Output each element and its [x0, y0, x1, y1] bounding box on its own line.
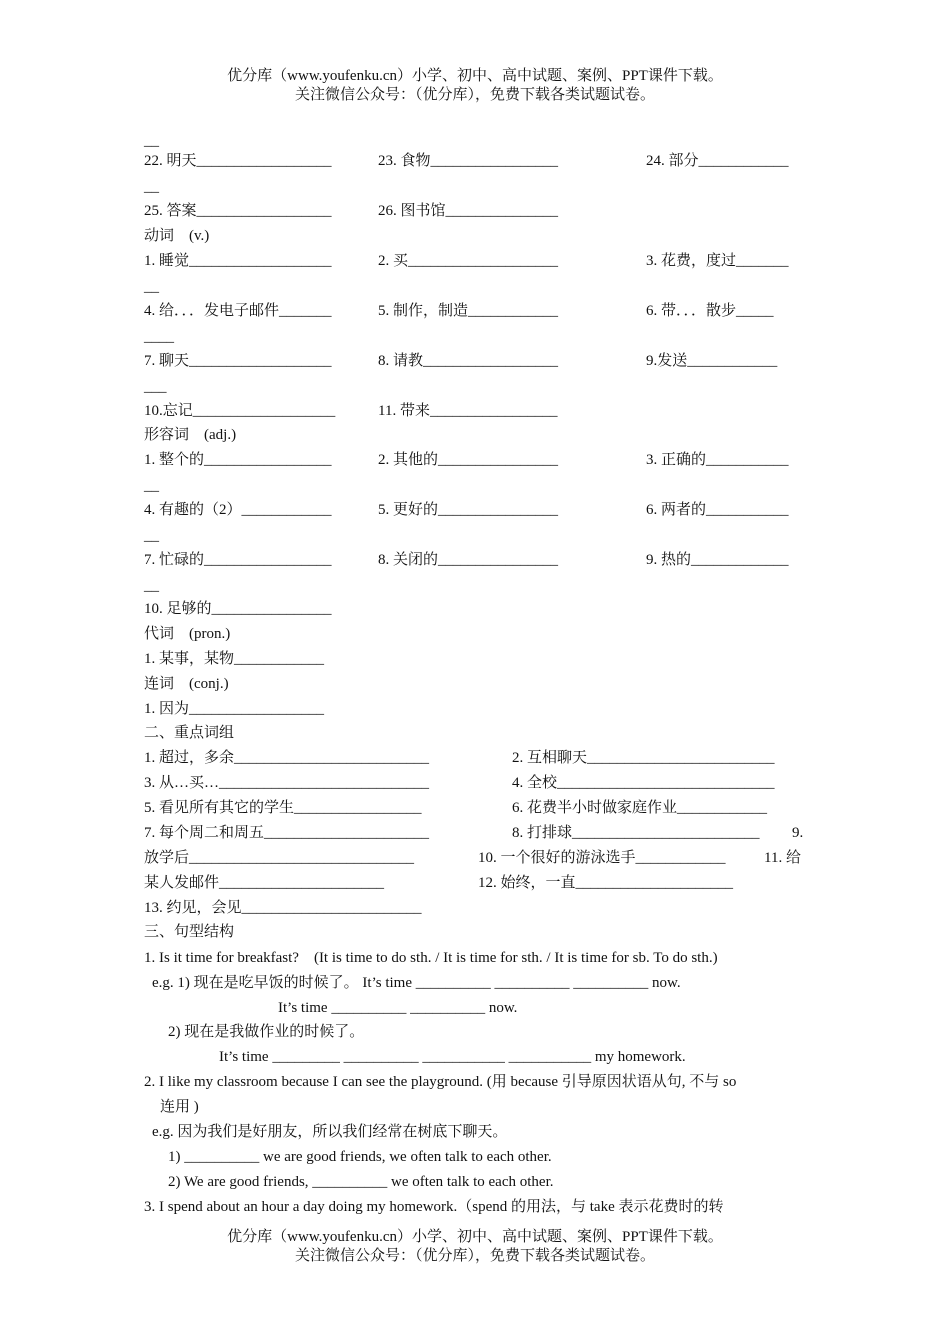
footer-line-1: 优分库（www.youfenku.cn）小学、初中、高中试题、案例、PPT课件下载。: [227, 1229, 723, 1245]
wrap-dash: ___: [144, 379, 167, 395]
sentence-2-example-2: 2) We are good friends, __________ we often talk to each other.: [168, 1174, 554, 1190]
sentences-heading: 三、句型结构: [144, 924, 235, 940]
adj-4: 4. 有趣的（2）____________: [144, 502, 332, 518]
phrase-5: 5. 看见所有其它的学生_________________: [144, 800, 422, 816]
verb-10: 10.忘记___________________: [144, 403, 336, 419]
verb-4: 4. 给．．．发电子邮件_______: [144, 303, 332, 319]
adj-10: 10. 足够的________________: [144, 601, 332, 617]
phrases-heading: 二、重点词组: [144, 725, 235, 741]
sentence-2-example: e.g. 因为我们是好朋友，所以我们经常在树底下聊天。: [152, 1124, 508, 1140]
wrap-dash: __: [144, 478, 159, 494]
sentence-1-example-2: 2) 现在是我做作业的时候了。: [168, 1024, 365, 1040]
phrase-10: 10. 一个很好的游泳选手____________: [478, 850, 726, 866]
verb-8: 8. 请教__________________: [378, 353, 559, 369]
verb-2: 2. 买____________________: [378, 253, 559, 269]
page-footer: [0, 1228, 950, 1266]
phrase-3: 3. 从…买…____________________________: [144, 775, 430, 791]
adj-5: 5. 更好的________________: [378, 502, 559, 518]
noun-25: 25. 答案__________________: [144, 203, 332, 219]
verb-7: 7. 聊天___________________: [144, 353, 332, 369]
adj-2: 2. 其他的________________: [378, 452, 559, 468]
sentence-1: 1. Is it time for breakfast? (It is time to do sth. / It is time for sth. / It is time for sb. To do sth.): [144, 950, 718, 966]
verb-5: 5. 制作，制造____________: [378, 303, 559, 319]
header-line-1: 优分库（www.youfenku.cn）小学、初中、高中试题、案例、PPT课件下载。: [227, 68, 723, 84]
phrase-12: 12. 始终，一直_____________________: [478, 875, 734, 891]
phrase-9-number: 9.: [792, 825, 804, 841]
conj-1: 1. 因为__________________: [144, 701, 325, 717]
phrase-7: 7. 每个周二和周五______________________: [144, 825, 430, 841]
verbs-heading: 动词 (v.): [144, 228, 210, 244]
sentence-1-example-1: e.g. 1) 现在是吃早饭的时候了。 It’s time __________ __________ __________ now.: [152, 975, 681, 991]
adj-6: 6. 两者的___________: [646, 502, 789, 518]
phrase-1: 1. 超过，多余__________________________: [144, 750, 430, 766]
page-header: [0, 67, 950, 105]
sentence-2-example-1: 1) __________ we are good friends, we often talk to each other.: [168, 1149, 552, 1165]
pron-1: 1. 某事，某物____________: [144, 651, 325, 667]
pronouns-heading: 代词 (pron.): [144, 626, 231, 642]
wrap-dash: __: [144, 179, 159, 195]
adj-9: 9. 热的_____________: [646, 552, 789, 568]
adj-7: 7. 忙碌的_________________: [144, 552, 332, 568]
header-line-2: 关注微信公众号：（优分库），免费下载各类试题试卷。: [294, 87, 655, 103]
adj-3: 3. 正确的___________: [646, 452, 789, 468]
phrase-11-number: 11. 给: [764, 850, 801, 866]
wrap-dash: __: [144, 528, 159, 544]
sentence-1-example-1b: It’s time __________ __________ now.: [278, 1000, 518, 1016]
noun-26: 26. 图书馆_______________: [378, 203, 559, 219]
adj-8: 8. 关闭的________________: [378, 552, 559, 568]
noun-24: 24. 部分____________: [646, 153, 789, 169]
wrap-dash: __: [144, 578, 159, 594]
sentence-1-example-2b: It’s time _________ __________ ___________ ___________ my homework.: [219, 1049, 686, 1065]
verb-1: 1. 睡觉___________________: [144, 253, 332, 269]
verb-9: 9.发送____________: [646, 353, 778, 369]
wrap-dash: __: [144, 279, 159, 295]
verb-3: 3. 花费，度过_______: [646, 253, 789, 269]
wrap-dash: ____: [144, 329, 174, 345]
sentence-2-cont: 连用 ): [160, 1099, 199, 1115]
verb-11: 11. 带来_________________: [378, 403, 558, 419]
adjectives-heading: 形容词 (adj.): [144, 427, 237, 443]
noun-22: 22. 明天__________________: [144, 153, 332, 169]
sentence-3: 3. I spend about an hour a day doing my homework.（spend 的用法，与 take 表示花费时的转: [144, 1199, 724, 1215]
phrase-13: 13. 约见，会见________________________: [144, 900, 422, 916]
phrase-8: 8. 打排球_________________________: [512, 825, 760, 841]
phrase-6: 6. 花费半小时做家庭作业____________: [512, 800, 768, 816]
phrase-11: 某人发邮件______________________: [144, 875, 385, 891]
verb-6: 6. 带．．．散步_____: [646, 303, 774, 319]
phrase-4: 4. 全校_____________________________: [512, 775, 775, 791]
phrase-9: 放学后______________________________: [144, 850, 415, 866]
sentence-2: 2. I like my classroom because I can see the playground. (用 because 引导原因状语从句, 不与 so: [144, 1074, 737, 1090]
noun-23: 23. 食物_________________: [378, 153, 559, 169]
conjunctions-heading: 连词 (conj.): [144, 676, 229, 692]
footer-line-2: 关注微信公众号：（优分库），免费下载各类试题试卷。: [294, 1248, 655, 1264]
wrap-dash: __: [144, 133, 159, 149]
phrase-2: 2. 互相聊天_________________________: [512, 750, 775, 766]
adj-1: 1. 整个的_________________: [144, 452, 332, 468]
